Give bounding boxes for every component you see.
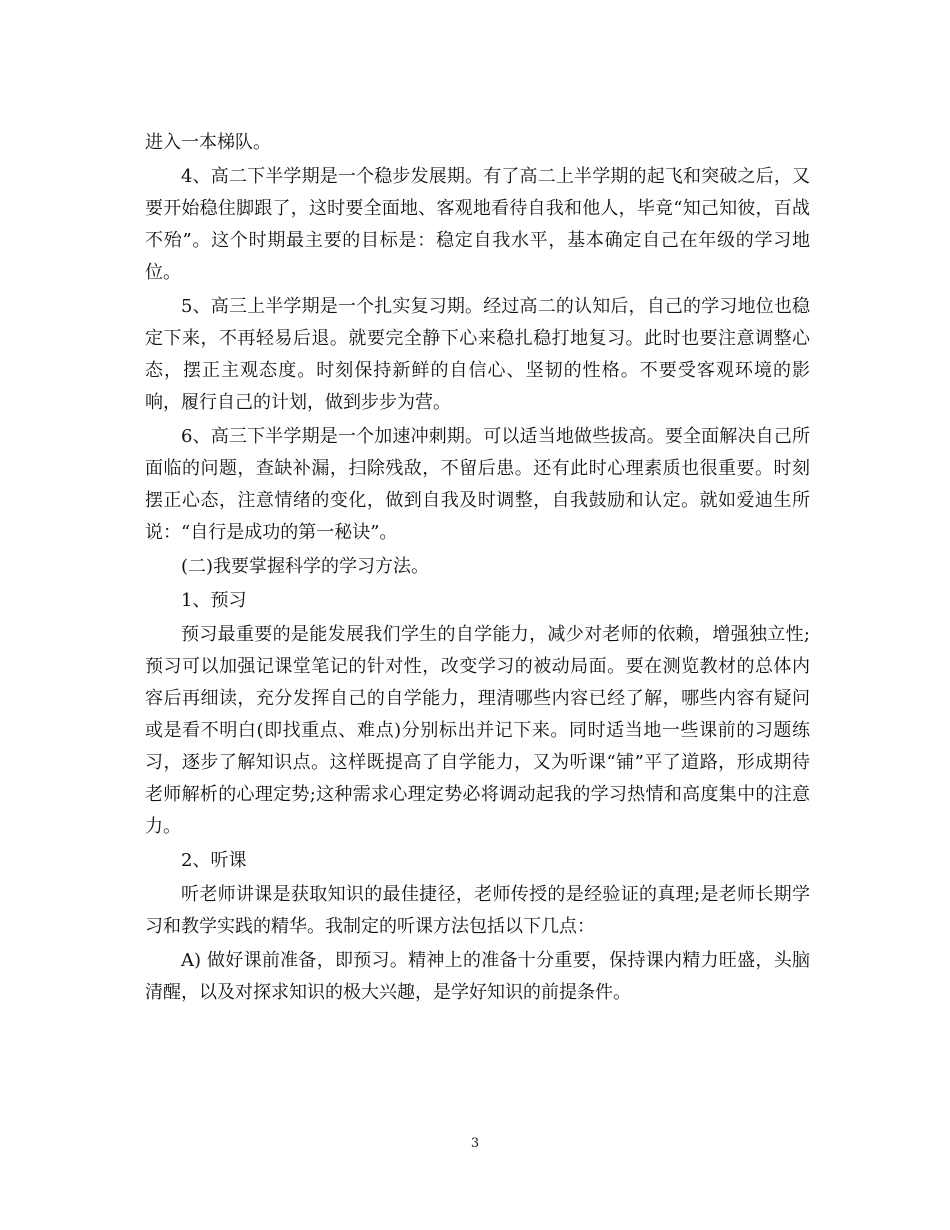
- page-number: 3: [470, 1136, 480, 1151]
- paragraph-8: 听老师讲课是获取知识的最佳捷径，老师传授的是经验证的真理;是老师长期学习和教学实践的精华。我制定的听课方法包括以下几点：: [145, 884, 810, 937]
- paragraph-6: 预习最重要的是能发展我们学生的自学能力，减少对老师的依赖，增强独立性;预习可以加强记课堂笔记的针对性，改变学习的被动局面。要在测览教材的总体内容后再细读，充分发挥自己的自学能力，理清哪些内容已经了解，哪些内容有疑问或是看不明白(即找重点、难点)分别标出并记下来。同时适当地一些课前的习题练习，逐步了解知识点。这样既提高了自学能力，又为听课“铺”平了道路，形成期待老师解析的心理定势;这种需求心理定势必将调动起我的学习热情和高度集中的注意力。: [145, 624, 810, 837]
- document-body: [145, 127, 810, 1011]
- paragraph-5: 1、预习: [181, 590, 247, 611]
- paragraph-4: (二)我要掌握科学的学习方法。: [181, 556, 430, 577]
- paragraph-0: 进入一本梯队。: [145, 132, 271, 153]
- paragraph-9: A) 做好课前准备，即预习。精神上的准备十分重要，保持课内精力旺盛，头脑清醒，以及对探求知识的极大兴趣，是学好知识的前提条件。: [145, 950, 810, 1003]
- paragraph-7: 2、听课: [181, 850, 247, 871]
- paragraph-1: 4、高二下半学期是一个稳步发展期。有了高二上半学期的起飞和突破之后，又要开始稳住脚跟了，这时要全面地、客观地看待自我和他人，毕竟“知己知彼，百战不殆”。这个时期最主要的目标是：稳定自我水平，基本确定自己在年级的学习地位。: [145, 166, 810, 283]
- paragraph-2: 5、高三上半学期是一个扎实复习期。经过高二的认知后，自己的学习地位也稳定下来，不再轻易后退。就要完全静下心来稳扎稳打地复习。此时也要注意调整心态，摆正主观态度。时刻保持新鲜的自信心、坚韧的性格。不要受客观环境的影响，履行自己的计划，做到步步为营。: [145, 296, 810, 413]
- paragraph-3: 6、高三下半学期是一个加速冲刺期。可以适当地做些拔高。要全面解决自己所面临的问题，查缺补漏，扫除残敌，不留后患。还有此时心理素质也很重要。时刻摆正心态，注意情绪的变化，做到自我及时调整，自我鼓励和认定。就如爱迪生所说：“自行是成功的第一秘诀”。: [145, 426, 810, 543]
